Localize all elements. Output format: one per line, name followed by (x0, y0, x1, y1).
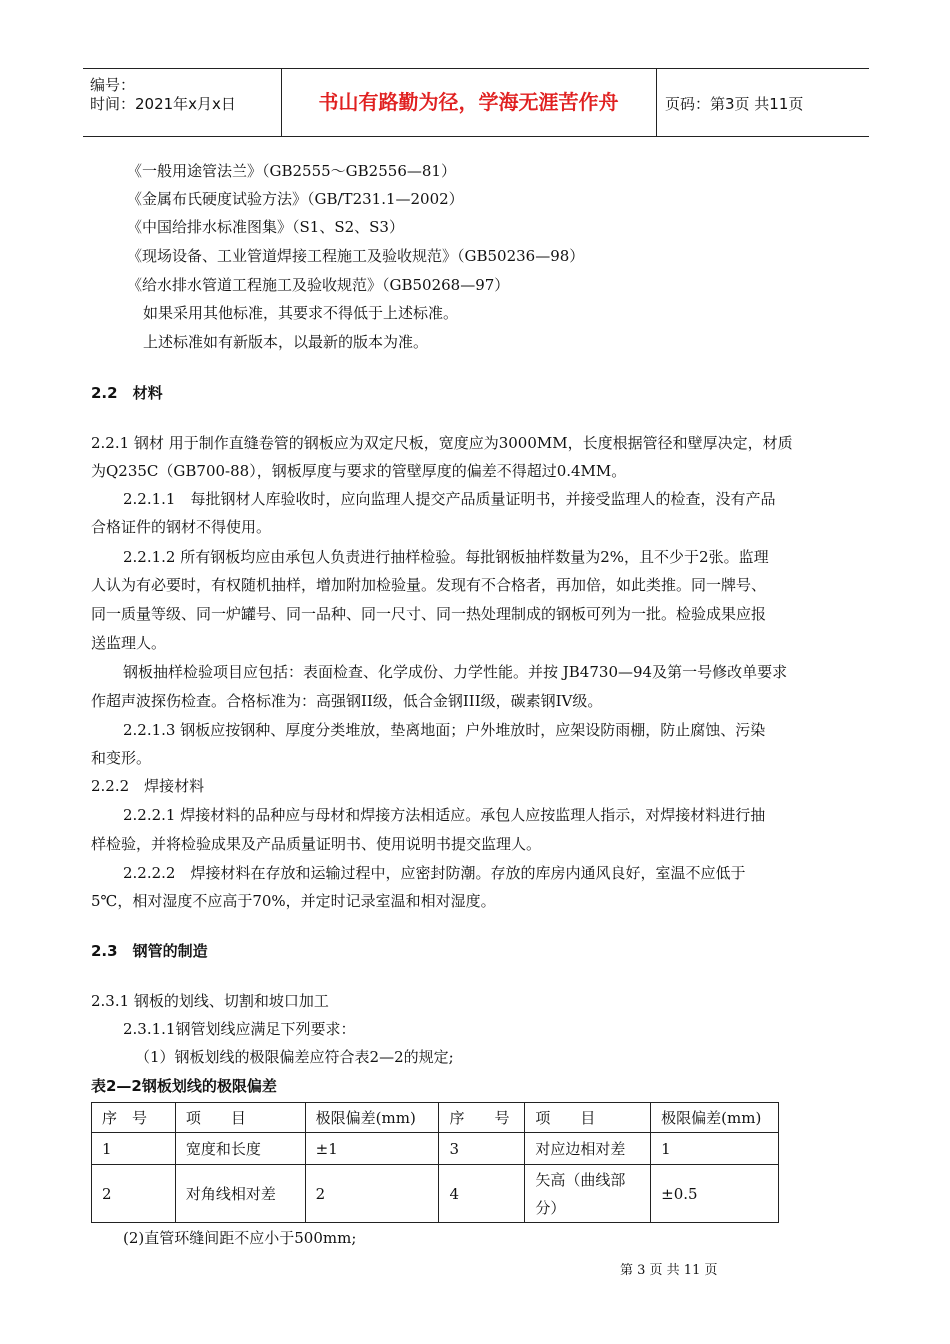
date-label: 时间：2021年x月x日 (90, 95, 236, 113)
paragraph-line: 2.2.1.3 钢板应按钢种、厚度分类堆放，垫离地面；户外堆放时，应架设防雨棚，防止腐蚀、污染 (123, 721, 766, 739)
paragraph-line: 2.2.2.1 焊接材料的品种应与母材和焊接方法相适应。承包人应按监理人指示，对焊接材料进行抽 (123, 806, 766, 824)
standard-item: 《金属布氏硬度试验方法》（GB/T231.1—2002） (127, 190, 464, 208)
table-cell: 4 (439, 1165, 525, 1223)
standard-item: 《现场设备、工业管道焊接工程施工及验收规范》（GB50236—98） (127, 247, 585, 265)
table-cell: 对角线相对差 (175, 1165, 305, 1223)
table-cell: 3 (439, 1133, 525, 1165)
table-cell: 1 (92, 1133, 176, 1165)
subsection-heading: 2.2.2 焊接材料 (91, 777, 205, 795)
paragraph-line: 人认为有必要时，有权随机抽样，增加附加检验量。发现有不合格者，再加倍，如此类推。同一牌号、 (91, 576, 767, 594)
paragraph-line: 2.3.1.1钢管划线应满足下列要求： (123, 1020, 356, 1038)
header-page-number: 页码：第3页 共11页 (665, 95, 804, 113)
standard-item: 《一般用途管法兰》（GB2555～GB2556—81） (127, 162, 456, 180)
table-header-row (92, 1103, 779, 1133)
note-line: 如果采用其他标准，其要求不得低于上述标准。 (143, 304, 459, 322)
paragraph-line: 同一质量等级、同一炉罐号、同一品种、同一尺寸、同一热处理制成的钢板可列为一批。检验成果应报 (91, 605, 767, 623)
paragraph-line: 2.2.2.2 焊接材料在存放和运输过程中，应密封防潮。存放的库房内通风良好，室温不应低于 (123, 864, 746, 882)
note-line: 上述标准如有新版本，以最新的版本为准。 (143, 333, 429, 351)
serial-label: 编号： (90, 76, 136, 94)
table-title: 表2—2钢板划线的极限偏差 (91, 1077, 277, 1095)
tolerance-table (91, 1102, 779, 1223)
table-cell: 对应边相对差 (525, 1133, 651, 1165)
table-row (92, 1133, 779, 1165)
page-footer: 第 3 页 共 11 页 (620, 1263, 718, 1278)
paragraph-line: 2.2.1 钢材 用于制作直缝卷管的钢板应为双定尺板，宽度应为3000MM，长度根据管径和壁厚决定，材质 (91, 434, 793, 452)
table-header-cell: 序 号 (439, 1103, 525, 1133)
table-header-cell: 极限偏差(mm) (305, 1103, 439, 1133)
table-header-cell: 项 目 (525, 1103, 651, 1133)
table-header-cell: 序 号 (92, 1103, 176, 1133)
table-cell: ±0.5 (651, 1165, 779, 1223)
table-cell: 矢高（曲线部分） (525, 1165, 651, 1223)
table-cell: 1 (651, 1133, 779, 1165)
paragraph-line: 作超声波探伤检查。合格标准为：高强钢II级，低合金钢III级，碳素钢IV级。 (91, 692, 603, 710)
paragraph-line: （1）钢板划线的极限偏差应符合表2—2的规定; (135, 1048, 454, 1066)
paragraph-line: 5℃，相对湿度不应高于70%，并定时记录室温和相对湿度。 (91, 892, 496, 910)
table-header-cell: 极限偏差(mm) (651, 1103, 779, 1133)
table-row (92, 1165, 779, 1223)
standard-item: 《中国给排水标准图集》（S1、S2、S3） (127, 218, 404, 236)
paragraph-line: 为Q235C（GB700-88），钢板厚度与要求的管壁厚度的偏差不得超过0.4MM。 (91, 462, 627, 480)
paragraph-line: 2.2.1.1 每批钢材人库验收时，应向监理人提交产品质量证明书，并接受监理人的检查，没有产品 (123, 490, 776, 508)
table-cell: 2 (92, 1165, 176, 1223)
paragraph-line: 送监理人。 (91, 634, 167, 652)
paragraph-line: 钢板抽样检验项目应包括：表面检查、化学成份、力学性能。并按 JB4730—94及第一号修改单要求 (123, 663, 788, 681)
paragraph-line: 2.2.1.2 所有钢板均应由承包人负责进行抽样检验。每批钢板抽样数量为2%，且不少于2张。监理 (123, 548, 769, 566)
section-heading: 2.3 钢管的制造 (91, 942, 208, 960)
table-cell: 2 (305, 1165, 439, 1223)
header-motto: 书山有路勤为径，学海无涯苦作舟 (318, 90, 619, 114)
header-meta (83, 69, 281, 136)
paragraph-line: 样检验，并将检验成果及产品质量证明书、使用说明书提交监理人。 (91, 835, 542, 853)
table-header-cell: 项 目 (175, 1103, 305, 1133)
header-divider (656, 69, 657, 136)
paragraph-line: (2)直管环缝间距不应小于500mm; (123, 1229, 357, 1247)
standard-item: 《给水排水管道工程施工及验收规范》（GB50268—97） (127, 276, 510, 294)
table-cell: ±1 (305, 1133, 439, 1165)
table-cell: 宽度和长度 (175, 1133, 305, 1165)
paragraph-line: 和变形。 (91, 749, 152, 767)
paragraph-line: 2.3.1 钢板的划线、切割和坡口加工 (91, 992, 329, 1010)
paragraph-line: 合格证件的钢材不得使用。 (91, 518, 272, 536)
section-heading: 2.2 材料 (91, 384, 163, 402)
page-header (83, 68, 869, 137)
